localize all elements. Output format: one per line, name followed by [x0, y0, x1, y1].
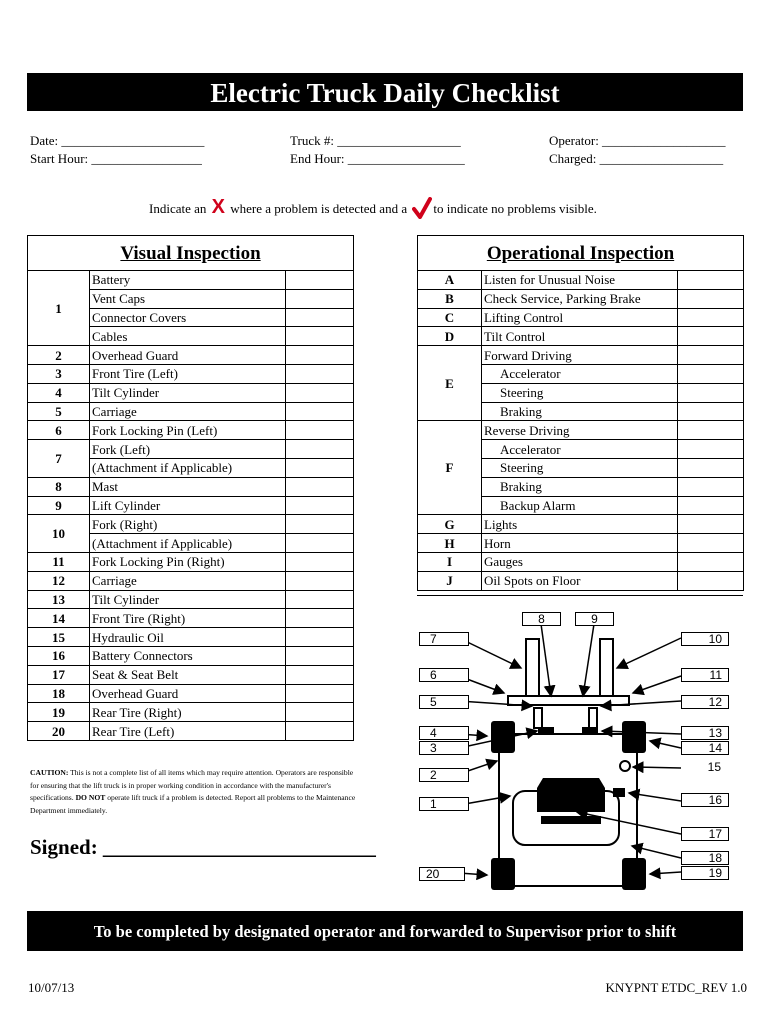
visual-row [28, 496, 354, 515]
header-right [549, 132, 726, 168]
visual-item-label: Fork Locking Pin (Left) [90, 421, 286, 440]
diagram-label-5: 5 [419, 695, 469, 709]
diagram-label-10: 10 [681, 632, 729, 646]
visual-item-label: Carriage [90, 402, 286, 421]
operational-check-cell[interactable] [678, 327, 744, 346]
visual-check-cell[interactable] [286, 571, 354, 590]
visual-row [28, 571, 354, 590]
operational-check-cell[interactable] [678, 458, 744, 477]
visual-check-cell[interactable] [286, 271, 354, 290]
signature-line[interactable]: Signed: __________________________ [30, 835, 376, 859]
visual-item-number: 11 [28, 552, 90, 571]
caution-text-2: operate lift truck if a problem is detected. Report all problems to the Maintenance Department immediately. [30, 793, 356, 815]
operational-item-label: Steering [482, 458, 678, 477]
visual-check-cell[interactable] [286, 515, 354, 534]
operational-item-number: F [418, 421, 482, 515]
visual-item-label: Battery [90, 271, 286, 290]
visual-row [28, 684, 354, 703]
visual-check-cell[interactable] [286, 552, 354, 571]
visual-check-cell[interactable] [286, 308, 354, 327]
visual-item-number: 9 [28, 496, 90, 515]
operational-item-number: D [418, 327, 482, 346]
operational-item-label: Lights [482, 515, 678, 534]
visual-check-cell[interactable] [286, 289, 354, 308]
legend-line [149, 196, 597, 223]
operational-row [418, 534, 744, 553]
operational-row [418, 308, 744, 327]
legend-text-3: to indicate no problems visible. [433, 201, 597, 216]
visual-check-cell[interactable] [286, 477, 354, 496]
visual-check-cell[interactable] [286, 327, 354, 346]
visual-check-cell[interactable] [286, 590, 354, 609]
operational-item-label: Steering [482, 383, 678, 402]
page-title: Electric Truck Daily Checklist [27, 73, 743, 111]
operational-row [418, 552, 744, 571]
operational-row [418, 346, 744, 365]
visual-check-cell[interactable] [286, 458, 354, 477]
operational-row [418, 421, 744, 440]
visual-item-number: 6 [28, 421, 90, 440]
operational-item-label: Forward Driving [482, 346, 678, 365]
operational-item-label: Reverse Driving [482, 421, 678, 440]
operational-item-label: Accelerator [482, 440, 678, 459]
visual-item-label: Front Tire (Right) [90, 609, 286, 628]
visual-item-label: Battery Connectors [90, 646, 286, 665]
visual-check-cell[interactable] [286, 665, 354, 684]
operational-item-number: G [418, 515, 482, 534]
operational-item-label: Check Service, Parking Brake [482, 289, 678, 308]
visual-item-number: 20 [28, 722, 90, 741]
visual-row [28, 665, 354, 684]
visual-item-label: Cables [90, 327, 286, 346]
operational-check-cell[interactable] [678, 402, 744, 421]
visual-inspection-table [27, 235, 354, 741]
diagram-label-15: 15 [681, 761, 727, 773]
visual-item-label: Fork (Left) [90, 440, 286, 459]
operational-row [418, 271, 744, 290]
diagram-label-12: 12 [681, 695, 729, 709]
operational-item-number: E [418, 346, 482, 421]
visual-row [28, 628, 354, 647]
visual-check-cell[interactable] [286, 383, 354, 402]
operational-check-cell[interactable] [678, 271, 744, 290]
caution-label: CAUTION: [30, 768, 69, 777]
operational-item-label: Oil Spots on Floor [482, 571, 678, 590]
diagram-label-8: 8 [522, 612, 561, 626]
visual-item-number: 10 [28, 515, 90, 553]
operational-inspection-table [417, 235, 744, 591]
operational-item-number: C [418, 308, 482, 327]
visual-check-cell[interactable] [286, 496, 354, 515]
operational-row [418, 327, 744, 346]
operational-check-cell[interactable] [678, 440, 744, 459]
operational-item-label: Tilt Control [482, 327, 678, 346]
operational-row [418, 515, 744, 534]
caution-text-1: This is not a complete list of all items which may require attention. Operators are responsible for ensuring that the lift truck is in proper working condition in accordance with the manufacturer's specifications. [30, 768, 354, 802]
visual-item-label: Connector Covers [90, 308, 286, 327]
diagram-label-13: 13 [681, 726, 729, 740]
operational-check-cell[interactable] [678, 346, 744, 365]
operational-check-cell[interactable] [678, 421, 744, 440]
visual-item-number: 17 [28, 665, 90, 684]
visual-item-number: 18 [28, 684, 90, 703]
visual-row [28, 646, 354, 665]
visual-item-label: Overhead Guard [90, 346, 286, 365]
check-mark-icon [412, 197, 432, 223]
visual-check-cell[interactable] [286, 534, 354, 553]
operational-inspection-title: Operational Inspection [418, 236, 744, 271]
operational-check-cell[interactable] [678, 496, 744, 515]
forklift-diagram [417, 595, 743, 901]
visual-inspection-title: Visual Inspection [28, 236, 354, 271]
visual-item-number: 15 [28, 628, 90, 647]
diagram-label-20: 20 [419, 867, 465, 881]
date-field[interactable]: Date: ______________________ [30, 133, 205, 148]
legend-text-2: where a problem is detected and a [230, 201, 408, 216]
operational-item-label: Listen for Unusual Noise [482, 271, 678, 290]
footer-date: 10/07/13 [28, 980, 75, 995]
visual-check-cell[interactable] [286, 346, 354, 365]
diagram-label-4: 4 [419, 726, 469, 740]
visual-item-label: (Attachment if Applicable) [90, 458, 286, 477]
operational-item-label: Accelerator [482, 364, 678, 383]
visual-item-label: Fork Locking Pin (Right) [90, 552, 286, 571]
visual-item-label: Mast [90, 477, 286, 496]
end-hour-field[interactable]: End Hour: __________________ [290, 151, 465, 166]
operational-item-number: A [418, 271, 482, 290]
operational-item-label: Lifting Control [482, 308, 678, 327]
visual-check-cell[interactable] [286, 703, 354, 722]
visual-row [28, 703, 354, 722]
visual-item-label: Vent Caps [90, 289, 286, 308]
visual-item-label: Overhead Guard [90, 684, 286, 703]
header-middle [290, 132, 465, 168]
operational-check-cell[interactable] [678, 571, 744, 590]
visual-item-label: Rear Tire (Left) [90, 722, 286, 741]
operational-item-number: I [418, 552, 482, 571]
visual-row [28, 440, 354, 459]
visual-check-cell[interactable] [286, 684, 354, 703]
visual-row [28, 477, 354, 496]
legend-text-1: Indicate an [149, 201, 207, 216]
visual-check-cell[interactable] [286, 609, 354, 628]
diagram-label-19: 19 [681, 866, 729, 880]
visual-row [28, 271, 354, 290]
operational-item-label: Braking [482, 477, 678, 496]
visual-item-label: Fork (Right) [90, 515, 286, 534]
visual-item-number: 14 [28, 609, 90, 628]
visual-item-number: 13 [28, 590, 90, 609]
visual-row [28, 722, 354, 741]
visual-row [28, 552, 354, 571]
visual-row [28, 421, 354, 440]
diagram-label-6: 6 [419, 668, 469, 682]
operational-check-cell[interactable] [678, 477, 744, 496]
diagram-label-17: 17 [681, 827, 729, 841]
visual-item-label: Front Tire (Left) [90, 364, 286, 383]
visual-item-number: 5 [28, 402, 90, 421]
visual-row [28, 346, 354, 365]
operational-item-label: Backup Alarm [482, 496, 678, 515]
operational-check-cell[interactable] [678, 515, 744, 534]
visual-check-cell[interactable] [286, 722, 354, 741]
visual-row [28, 590, 354, 609]
operational-check-cell[interactable] [678, 552, 744, 571]
operational-item-number: B [418, 289, 482, 308]
operator-field[interactable]: Operator: ___________________ [549, 133, 726, 148]
diagram-label-18: 18 [681, 851, 729, 865]
visual-item-number: 12 [28, 571, 90, 590]
operational-check-cell[interactable] [678, 308, 744, 327]
visual-item-number: 19 [28, 703, 90, 722]
visual-item-label: Tilt Cylinder [90, 590, 286, 609]
visual-row [28, 609, 354, 628]
charged-field[interactable]: Charged: ___________________ [549, 151, 724, 166]
operational-check-cell[interactable] [678, 364, 744, 383]
visual-check-cell[interactable] [286, 628, 354, 647]
visual-item-label: Carriage [90, 571, 286, 590]
visual-item-label: (Attachment if Applicable) [90, 534, 286, 553]
diagram-label-2: 2 [419, 768, 469, 782]
footer-instruction: To be completed by designated operator and forwarded to Supervisor prior to shift [27, 911, 743, 951]
visual-item-number: 8 [28, 477, 90, 496]
visual-item-number: 7 [28, 440, 90, 478]
operational-row [418, 571, 744, 590]
visual-row [28, 383, 354, 402]
operational-item-label: Horn [482, 534, 678, 553]
visual-item-number: 4 [28, 383, 90, 402]
visual-row [28, 515, 354, 534]
visual-row [28, 364, 354, 383]
diagram-label-11: 11 [681, 668, 729, 682]
visual-check-cell[interactable] [286, 440, 354, 459]
visual-item-label: Tilt Cylinder [90, 383, 286, 402]
operational-check-cell[interactable] [678, 289, 744, 308]
operational-item-label: Gauges [482, 552, 678, 571]
visual-item-number: 2 [28, 346, 90, 365]
operational-row [418, 289, 744, 308]
x-mark-icon: X [211, 196, 225, 218]
operational-check-cell[interactable] [678, 534, 744, 553]
visual-row [28, 402, 354, 421]
visual-check-cell[interactable] [286, 646, 354, 665]
visual-item-number: 1 [28, 271, 90, 346]
operational-check-cell[interactable] [678, 383, 744, 402]
diagram-label-9: 9 [575, 612, 614, 626]
visual-item-label: Hydraulic Oil [90, 628, 286, 647]
start-hour-field[interactable]: Start Hour: _________________ [30, 151, 202, 166]
visual-item-label: Seat & Seat Belt [90, 665, 286, 684]
footer-code: KNYPNT ETDC_REV 1.0 [605, 980, 747, 995]
caution-note [30, 767, 356, 817]
header-left [30, 132, 204, 168]
visual-item-number: 3 [28, 364, 90, 383]
truck-field[interactable]: Truck #: ___________________ [290, 133, 461, 148]
visual-check-cell[interactable] [286, 402, 354, 421]
visual-item-label: Lift Cylinder [90, 496, 286, 515]
operational-item-number: H [418, 534, 482, 553]
visual-item-number: 16 [28, 646, 90, 665]
visual-check-cell[interactable] [286, 421, 354, 440]
operational-item-number: J [418, 571, 482, 590]
visual-item-label: Rear Tire (Right) [90, 703, 286, 722]
diagram-label-7: 7 [419, 632, 469, 646]
diagram-label-16: 16 [681, 793, 729, 807]
diagram-label-1: 1 [419, 797, 469, 811]
operational-item-label: Braking [482, 402, 678, 421]
visual-check-cell[interactable] [286, 364, 354, 383]
diagram-label-14: 14 [681, 741, 729, 755]
diagram-label-3: 3 [419, 741, 469, 755]
caution-do-not: DO NOT [75, 793, 106, 802]
